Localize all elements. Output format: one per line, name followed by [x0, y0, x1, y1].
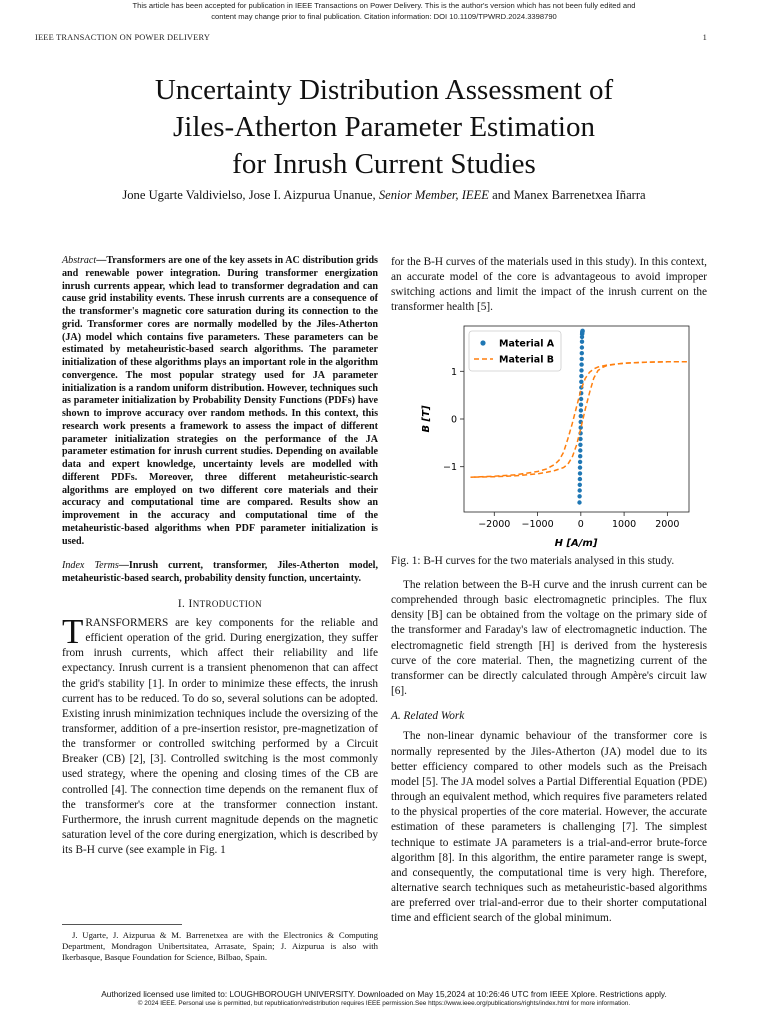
data-point-material-a: [578, 483, 582, 487]
legend-label-material-b: Material B: [499, 354, 555, 366]
legend: [469, 331, 561, 371]
index-terms-label: Index Terms: [62, 560, 119, 572]
author-names-tail: and Manex Barrenetxea Iñarra: [489, 188, 646, 202]
data-point-material-a: [578, 460, 582, 464]
data-point-material-a: [578, 448, 582, 452]
x-ticks: [478, 512, 679, 530]
index-terms-text: —Inrush current, transformer, Jiles-Atherton model, metaheuristic-based search, probability density function, uncertainty.: [62, 560, 378, 584]
abstract: [62, 255, 378, 548]
section-head-initial: I: [188, 597, 193, 610]
data-point-material-a: [579, 408, 583, 412]
running-head: [35, 33, 707, 42]
data-point-material-a: [579, 397, 583, 401]
data-point-material-a: [578, 465, 582, 469]
y-ticks: [443, 367, 464, 473]
title-line-2: Jiles-Atherton Parameter Estimation: [172, 111, 595, 143]
section-numeral: I.: [177, 597, 189, 610]
data-point-material-a: [578, 471, 582, 475]
data-point-material-a: [578, 477, 582, 481]
copyright-notice: © 2024 IEEE. Personal use is permitted, but republication/redistribution requires IEEE permission.See https://www.ieee.org/publications/rights/index.html for more information.: [137, 1000, 631, 1007]
y-tick-label: 1: [450, 366, 457, 378]
data-point-material-a: [580, 340, 584, 344]
authorized-license-notice: Authorized licensed use limited to: LOUGHBOROUGH UNIVERSITY. Downloaded on May 15,2024 at 10:26:46 UTC from IEEE Xplore. Restrictions apply.: [101, 989, 667, 999]
x-tick-label: −2000: [478, 519, 511, 530]
data-point-material-a: [580, 357, 584, 361]
data-point-material-a: [579, 368, 583, 372]
x-axis-label: H [A/m]: [554, 538, 598, 549]
data-point-material-a: [580, 329, 584, 333]
title-line-1: Uncertainty Distribution Assessment of: [154, 74, 614, 106]
x-tick-label: −1000: [521, 519, 554, 530]
affiliation-footnote: J. Ugarte, J. Aizpurua & M. Barrenetxea are with the Electronics & Computing Department, Mondragon Unibertsitatea, Arrasate, Spain; J. Aizpurua is also with Ikerbasque, Basque Foundation for Science, Bilbao, Spain.: [62, 930, 378, 962]
x-tick-label: 2000: [655, 519, 680, 530]
author-role: Senior Member, IEEE: [378, 188, 489, 202]
footnote-rule: [62, 924, 182, 925]
related-work-paragraph: The non-linear dynamic behaviour of the transformer core is normally represented by the Jiles-Atherton (JA) model due to its better efficiency compared to other models such as the Preisach model [5]. The JA model solves a Partial Differential Equation (PDE) through an equivalent method, which requires five parameters related to the physical properties of the core material. However, the accurate estimation of these parameters is challenging [7]. The simplest technique to estimate JA parameters is a trial-and-error brute-force algorithm [8]. In this algorithm, the entire parameter range is swept, and consequently, the computational time is very high. Therefore, alternative search techniques such as metaheuristic-based algorithms are preferred over trial-and-error due to their shorter computational time and efficient search of the global minimum.: [391, 730, 707, 925]
author-list: [0, 188, 768, 203]
y-tick-label: −1: [442, 462, 457, 474]
data-point-material-a: [578, 454, 582, 458]
x-tick-label: 0: [577, 519, 584, 530]
bh-relation-paragraph: The relation between the B-H curve and the inrush current can be comprehended through basic electromagnetic principles. The flux density [B] can be obtained from the voltage on the primary side of the transformer and Faraday's law of electromagnetic induction. The electromagnetic field strength [H] is derived from the hysteresis curve of the core material. Then, the magnetizing current of the transformer can be directly calculated through Ampère's circuit law [6].: [391, 579, 707, 698]
left-column: [62, 255, 378, 858]
banner-line-2: content may change prior to final publication. Citation information: DOI 10.1109/TPWRD.2024.3398790: [211, 12, 557, 21]
data-point-material-a: [579, 362, 583, 366]
series-line-material-b: [471, 362, 687, 477]
y-tick-label: 0: [450, 414, 457, 426]
banner-line-1: This article has been accepted for publication in IEEE Transactions on Power Delivery. This is the author's version which has not been fully edited and: [132, 1, 636, 10]
intro-paragraph: TRANSFORMERS are key components for the reliable and efficient operation of the grid. During energization, they suffer from inrush currents, which affect their reliability and life expectancy. Inrush current is a transient phenomenon that can affect the grid's stability [1]. In order to minimize these effects, the inrush current has to be reduced. To do so, several solutions can be adopted. Existing inrush minimization techniques include the oversizing of the transformer, addition of a pre-insertion resistor, pre-magnetization of the transformer or controlled switching performed by a Circuit Breaker (CB) [2], [3]. Controlled switching is the most commonly used strategy, where the opening and closing times of the CB are controlled [4]. The connection time depends on the remanent flux of the transformer's core at the transformer connection instant. Furthermore, the inrush current magnitude depends on the magnetic saturation level of the core during energization, which is described by its B-H curve (see example in Fig. 1: [62, 611, 378, 857]
page-number: 1: [702, 33, 707, 42]
right-column-top: [391, 255, 707, 316]
legend-marker-material-a: [480, 340, 485, 345]
data-point-material-a: [579, 403, 583, 407]
data-point-material-a: [578, 443, 582, 447]
data-point-material-a: [577, 494, 581, 498]
abstract-text: —Transformers are one of the key assets in AC distribution grids and renewable power integration. During transformer energization inrush currents appear, which lead to transformer degradation and can cause grid instability events. These inrush currents are a consequence of the transformer's magnetic core saturation during its connection to the grid. Transformer cores are normally modelled by the Jiles-Atherton (JA) model which contains five parameters. These parameters can be estimated by metaheuristic-based search algorithms. The parameter initialization of these algorithms plays an important role in the algorithm convergence. The most popular strategy used for JA parameter initialization is a random uniform distribution. However, techniques such as parameter initialization by Probability Density Functions (PDFs) have shown to improve accuracy over random methods. In this context, this research work presents a framework to assess the impact of different parameter initialization strategies on the performance of the JA parameter estimation for inrush current studies. Depending on available data and expert knowledge, uncertainty levels are modelled with different PDFs. Moreover, three different metaheuristic-search algorithms are employed on two different core materials and their accuracy and computational time are compared. Results show an improvement in the accuracy and computational time of the metaheuristic-based algorithms when PDF parameter initialization is used.: [62, 255, 378, 547]
figure-caption: Fig. 1: B-H curves for the two materials analysed in this study.: [391, 555, 675, 567]
index-terms: [62, 560, 378, 586]
abstract-label: Abstract: [62, 255, 97, 266]
data-point-material-a: [577, 500, 581, 504]
journal-name: IEEE TRANSACTION ON POWER DELIVERY: [35, 33, 211, 42]
paper-title: [0, 72, 768, 183]
publication-banner: [0, 0, 768, 22]
data-point-material-a: [578, 488, 582, 492]
section-heading-introduction: [62, 597, 378, 612]
y-axis-label: B [T]: [421, 405, 432, 433]
data-point-material-a: [580, 345, 584, 349]
data-point-material-a: [579, 414, 583, 418]
legend-label-material-a: Material A: [499, 338, 555, 350]
section-head-rest: NTRODUCTION: [192, 598, 263, 609]
series-line-material-b: [471, 362, 687, 477]
subsection-heading-related-work: A. Related Work: [391, 710, 465, 723]
title-line-3: for Inrush Current Studies: [232, 148, 536, 180]
right-column-body: [391, 578, 707, 926]
plot-area: [421, 326, 689, 549]
data-point-material-a: [580, 351, 584, 355]
bh-curve-figure: [415, 320, 695, 555]
data-point-material-a: [579, 374, 583, 378]
right-top-paragraph: for the B-H curves of the materials used in this study). In this context, an accurate model of the core is advantageous to avoid improper switching actions and limit the impact of the inrush current on the transformer health [5].: [391, 256, 707, 314]
author-names: Jone Ugarte Valdivielso, Jose I. Aizpurua Unanue,: [122, 188, 379, 202]
x-tick-label: 1000: [612, 519, 637, 530]
